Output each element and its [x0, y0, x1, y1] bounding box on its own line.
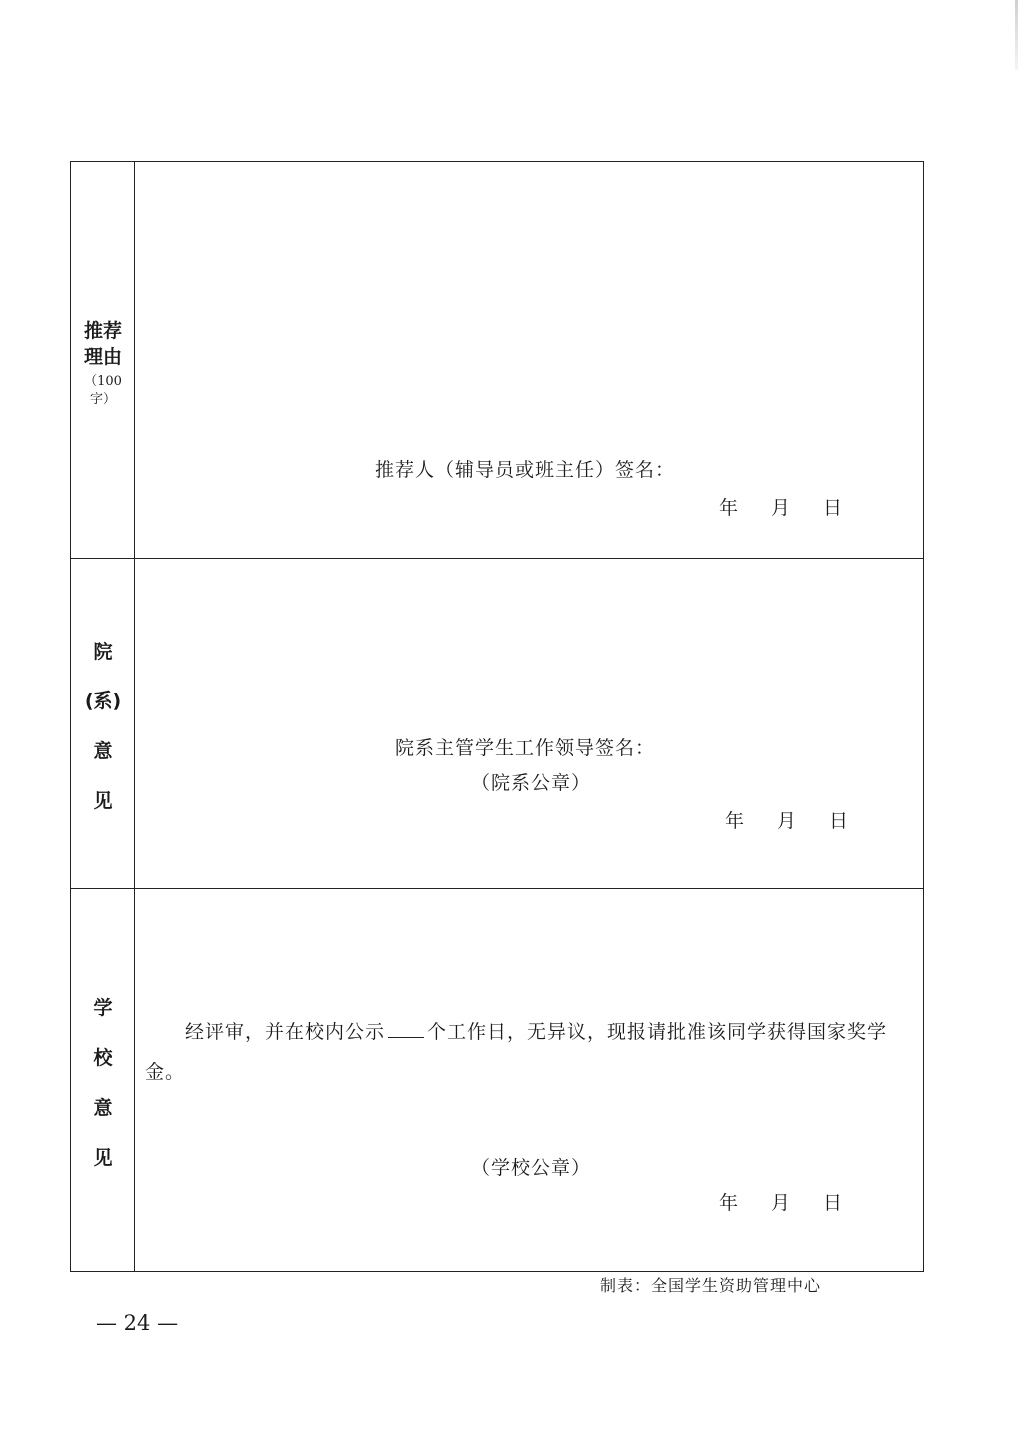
recommendation-label-cell	[71, 162, 135, 558]
recommendation-date-month: 月	[771, 497, 791, 519]
school-statement-line1	[185, 1017, 887, 1044]
school-date-year: 年	[719, 1192, 739, 1214]
department-label-cell	[71, 559, 135, 888]
department-label-char1: 院	[93, 641, 113, 663]
scholarship-form-table	[70, 161, 924, 1272]
department-label-char2: (系)	[84, 690, 122, 712]
school-label-cell	[71, 889, 135, 1271]
recommendation-date-year: 年	[719, 497, 739, 519]
department-date-day: 日	[829, 810, 849, 832]
scan-edge-mark	[1015, 0, 1018, 70]
school-date-day: 日	[823, 1192, 843, 1214]
department-content-cell[interactable]	[135, 559, 923, 888]
form-maker-credit: 制表：全国学生资助管理中心	[600, 1276, 822, 1295]
department-seal-label: （院系公章）	[471, 772, 592, 794]
recommender-signature-label: 推荐人（辅导员或班主任）签名：	[375, 459, 676, 481]
department-label-char3: 意	[93, 740, 113, 762]
recommendation-label-line2: 理由	[83, 346, 122, 368]
recommendation-date-day: 日	[823, 497, 843, 519]
school-statement-part1: 经评审，并在校内公示	[185, 1021, 386, 1043]
department-label-char4: 见	[93, 790, 113, 812]
department-leader-signature-label: 院系主管学生工作领导签名：	[395, 737, 656, 759]
recommendation-label-line1: 推荐	[83, 320, 122, 342]
department-date-year: 年	[725, 810, 745, 832]
recommendation-content-cell[interactable]	[135, 162, 923, 558]
publicity-days-blank[interactable]	[388, 1019, 424, 1038]
school-content-cell[interactable]	[135, 889, 923, 1271]
school-statement-line2: 金。	[145, 1061, 186, 1083]
department-opinion-row	[71, 559, 923, 889]
school-label-char1: 学	[93, 997, 113, 1019]
school-date-month: 月	[771, 1192, 791, 1214]
department-date-month: 月	[777, 810, 797, 832]
page-number: — 24 —	[96, 1311, 179, 1335]
recommendation-label-line4: 字）	[89, 392, 116, 407]
recommendation-row	[71, 162, 923, 559]
school-seal-label: （学校公章）	[471, 1157, 592, 1179]
school-opinion-row	[71, 889, 923, 1271]
school-label-char3: 意	[93, 1097, 113, 1119]
school-statement-part2: 个工作日，无异议，现报请批准该同学获得国家奖学	[427, 1021, 888, 1043]
school-label-char2: 校	[93, 1047, 113, 1069]
recommendation-label-line3: （100	[84, 374, 122, 389]
school-label-char4: 见	[93, 1147, 113, 1169]
